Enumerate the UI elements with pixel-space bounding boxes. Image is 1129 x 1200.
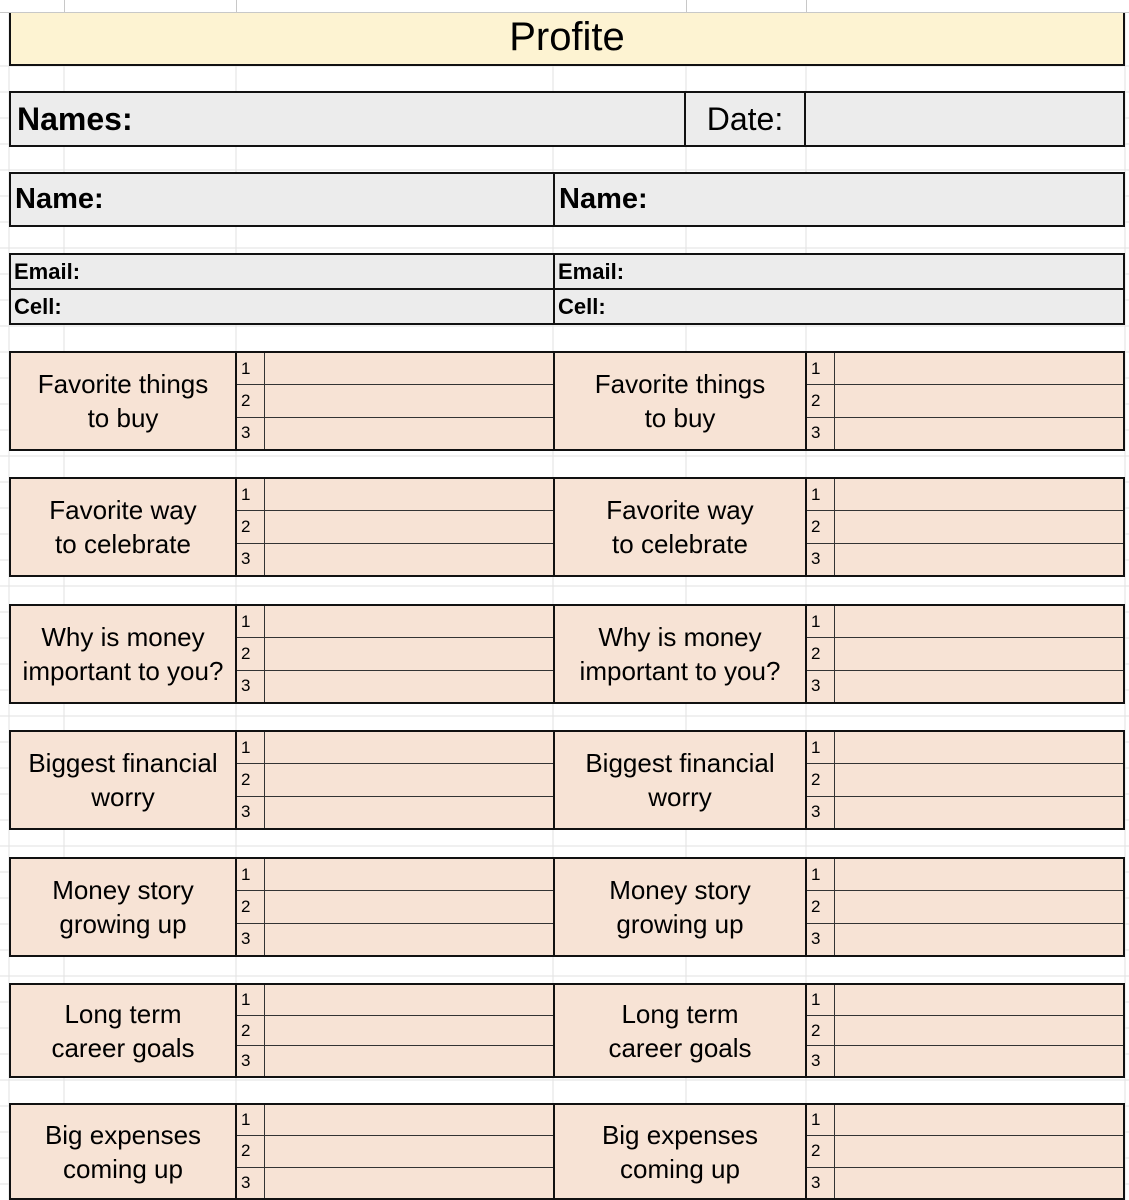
title-cell[interactable]	[9, 10, 1125, 66]
answer-row[interactable]	[807, 1105, 1123, 1136]
right-answer-block	[805, 477, 1125, 577]
answer-row[interactable]	[237, 606, 553, 638]
answer-number: 2	[807, 511, 835, 542]
left-question-cell[interactable]	[9, 604, 237, 704]
right-answer-block	[805, 730, 1125, 830]
answer-input-cell[interactable]	[265, 1136, 553, 1166]
left-cell-cell[interactable]	[9, 288, 555, 325]
right-answer-block	[805, 1103, 1125, 1200]
question-label: Favorite way to celebrate	[49, 495, 197, 559]
left-answer-block	[235, 983, 555, 1078]
right-question-cell[interactable]	[553, 857, 807, 957]
column-divider	[236, 0, 237, 12]
answer-number: 3	[807, 418, 835, 449]
answer-input-cell[interactable]	[265, 985, 553, 1015]
answer-number: 2	[807, 891, 835, 922]
answer-row[interactable]	[807, 732, 1123, 764]
answer-input-cell[interactable]	[265, 353, 553, 384]
answer-input-cell[interactable]	[265, 797, 553, 828]
left-email-label: Email:	[14, 258, 81, 284]
left-question-cell[interactable]	[9, 1103, 237, 1200]
answer-row[interactable]	[807, 1046, 1123, 1076]
answer-input-cell[interactable]	[265, 511, 553, 542]
answer-input-cell[interactable]	[835, 1046, 1123, 1076]
answer-input-cell[interactable]	[835, 1136, 1123, 1166]
answer-number: 1	[807, 606, 835, 637]
right-answer-block	[805, 351, 1125, 451]
question-label: Money story growing up	[52, 875, 194, 939]
answer-row[interactable]	[807, 859, 1123, 891]
names-label: Names:	[17, 100, 133, 137]
answer-row[interactable]	[237, 891, 553, 923]
answer-number: 2	[807, 1016, 835, 1046]
right-question-cell[interactable]	[553, 604, 807, 704]
left-answer-block	[235, 730, 555, 830]
question-label: Big expenses coming up	[601, 1119, 759, 1184]
answer-row[interactable]	[237, 797, 553, 828]
left-answer-block	[235, 857, 555, 957]
left-answer-block	[235, 604, 555, 704]
answer-input-cell[interactable]	[265, 859, 553, 890]
right-answer-block	[805, 857, 1125, 957]
column-header-strip	[0, 0, 1129, 13]
answer-row[interactable]	[237, 1046, 553, 1076]
answer-number: 1	[237, 606, 265, 637]
answer-row[interactable]	[237, 985, 553, 1016]
answer-input-cell[interactable]	[835, 385, 1123, 416]
answer-input-cell[interactable]	[835, 638, 1123, 669]
column-divider	[806, 0, 807, 12]
answer-input-cell[interactable]	[835, 985, 1123, 1015]
answer-input-cell[interactable]	[265, 544, 553, 575]
answer-row[interactable]	[807, 606, 1123, 638]
answer-number: 2	[237, 511, 265, 542]
answer-input-cell[interactable]	[265, 764, 553, 795]
answer-row[interactable]	[237, 1168, 553, 1198]
answer-input-cell[interactable]	[835, 924, 1123, 955]
right-question-cell[interactable]	[553, 351, 807, 451]
answer-input-cell[interactable]	[835, 732, 1123, 763]
answer-row[interactable]	[807, 1016, 1123, 1047]
left-question-cell[interactable]	[9, 351, 237, 451]
answer-number: 2	[237, 385, 265, 416]
answer-row[interactable]	[237, 479, 553, 511]
answer-input-cell[interactable]	[835, 1168, 1123, 1198]
answer-number: 3	[237, 671, 265, 702]
answer-number: 3	[807, 1168, 835, 1198]
answer-input-cell[interactable]	[265, 1168, 553, 1198]
names-cell[interactable]	[9, 91, 686, 147]
answer-input-cell[interactable]	[835, 1016, 1123, 1046]
answer-input-cell[interactable]	[835, 353, 1123, 384]
answer-row[interactable]	[237, 353, 553, 385]
answer-number: 3	[807, 671, 835, 702]
answer-row[interactable]	[237, 732, 553, 764]
date-input-cell[interactable]	[804, 91, 1125, 147]
question-label: Favorite things to buy	[594, 369, 766, 433]
right-cell-cell[interactable]	[553, 288, 1125, 325]
page-title: Profite	[509, 14, 625, 59]
answer-number: 1	[807, 479, 835, 510]
left-question-cell[interactable]	[9, 477, 237, 577]
answer-number: 2	[237, 764, 265, 795]
answer-input-cell[interactable]	[835, 544, 1123, 575]
answer-input-cell[interactable]	[265, 418, 553, 449]
answer-number: 2	[807, 638, 835, 669]
answer-row[interactable]	[807, 385, 1123, 417]
left-question-cell[interactable]	[9, 730, 237, 830]
answer-number: 2	[807, 764, 835, 795]
answer-number: 1	[237, 985, 265, 1015]
answer-input-cell[interactable]	[835, 671, 1123, 702]
answer-input-cell[interactable]	[265, 385, 553, 416]
answer-input-cell[interactable]	[265, 891, 553, 922]
question-label: Money story growing up	[609, 875, 751, 939]
question-label: Favorite things to buy	[37, 369, 209, 433]
answer-row[interactable]	[237, 544, 553, 575]
answer-input-cell[interactable]	[835, 859, 1123, 890]
answer-input-cell[interactable]	[265, 606, 553, 637]
answer-number: 1	[237, 1105, 265, 1135]
answer-row[interactable]	[237, 385, 553, 417]
left-answer-block	[235, 477, 555, 577]
answer-row[interactable]	[237, 418, 553, 449]
answer-row[interactable]	[807, 544, 1123, 575]
answer-number: 1	[807, 859, 835, 890]
answer-number: 2	[237, 638, 265, 669]
right-cell-label: Cell:	[558, 293, 606, 319]
answer-input-cell[interactable]	[265, 671, 553, 702]
answer-number: 1	[807, 353, 835, 384]
answer-number: 1	[237, 859, 265, 890]
answer-input-cell[interactable]	[265, 732, 553, 763]
answer-row[interactable]	[807, 891, 1123, 923]
question-label: Big expenses coming up	[44, 1119, 202, 1184]
answer-row[interactable]	[237, 924, 553, 955]
answer-row[interactable]	[237, 671, 553, 702]
question-label: Favorite way to celebrate	[606, 495, 754, 559]
answer-row[interactable]	[237, 764, 553, 796]
right-question-cell[interactable]	[553, 730, 807, 830]
question-label: Biggest financial worry	[585, 748, 775, 812]
answer-number: 3	[237, 924, 265, 955]
right-name-cell[interactable]	[553, 172, 1125, 227]
answer-row[interactable]	[237, 1105, 553, 1136]
left-cell-label: Cell:	[14, 293, 62, 319]
answer-number: 3	[807, 797, 835, 828]
answer-input-cell[interactable]	[265, 479, 553, 510]
answer-input-cell[interactable]	[265, 1016, 553, 1046]
answer-number: 1	[807, 732, 835, 763]
column-divider	[686, 0, 687, 12]
answer-input-cell[interactable]	[835, 479, 1123, 510]
answer-input-cell[interactable]	[835, 797, 1123, 828]
answer-row[interactable]	[807, 797, 1123, 828]
answer-number: 3	[237, 797, 265, 828]
answer-input-cell[interactable]	[265, 924, 553, 955]
answer-row[interactable]	[807, 511, 1123, 543]
answer-input-cell[interactable]	[265, 1105, 553, 1135]
answer-row[interactable]	[807, 924, 1123, 955]
answer-input-cell[interactable]	[835, 606, 1123, 637]
right-question-cell[interactable]	[553, 1103, 807, 1200]
answer-row[interactable]	[237, 511, 553, 543]
right-answer-block	[805, 604, 1125, 704]
left-name-label: Name:	[15, 183, 104, 215]
answer-row[interactable]	[807, 418, 1123, 449]
answer-input-cell[interactable]	[835, 764, 1123, 795]
right-email-cell[interactable]	[553, 253, 1125, 290]
answer-row[interactable]	[807, 1168, 1123, 1198]
question-label: Biggest financial worry	[28, 748, 218, 812]
answer-number: 1	[807, 1105, 835, 1135]
right-question-cell[interactable]	[553, 477, 807, 577]
answer-number: 1	[807, 985, 835, 1015]
answer-input-cell[interactable]	[835, 891, 1123, 922]
answer-number: 2	[807, 1136, 835, 1166]
answer-input-cell[interactable]	[265, 638, 553, 669]
answer-input-cell[interactable]	[835, 511, 1123, 542]
answer-number: 3	[237, 1046, 265, 1076]
date-label-cell[interactable]	[684, 91, 806, 147]
answer-input-cell[interactable]	[835, 418, 1123, 449]
answer-number: 3	[237, 418, 265, 449]
answer-row[interactable]	[237, 638, 553, 670]
answer-number: 2	[237, 1016, 265, 1046]
answer-row[interactable]	[807, 671, 1123, 702]
question-label: Why is money important to you?	[579, 622, 781, 686]
answer-number: 2	[807, 385, 835, 416]
question-label: Long term career goals	[608, 998, 752, 1063]
right-question-cell[interactable]	[553, 983, 807, 1078]
left-question-cell[interactable]	[9, 983, 237, 1078]
left-name-cell[interactable]	[9, 172, 555, 227]
answer-row[interactable]	[237, 1016, 553, 1047]
answer-number: 3	[807, 544, 835, 575]
left-answer-block	[235, 1103, 555, 1200]
answer-row[interactable]	[807, 638, 1123, 670]
answer-number: 1	[237, 353, 265, 384]
answer-number: 2	[237, 1136, 265, 1166]
question-label: Long term career goals	[51, 998, 195, 1063]
answer-row[interactable]	[807, 479, 1123, 511]
right-answer-block	[805, 983, 1125, 1078]
answer-number: 3	[237, 544, 265, 575]
answer-row[interactable]	[807, 764, 1123, 796]
right-name-label: Name:	[559, 183, 648, 215]
answer-input-cell[interactable]	[265, 1046, 553, 1076]
answer-input-cell[interactable]	[835, 1105, 1123, 1135]
left-email-cell[interactable]	[9, 253, 555, 290]
answer-row[interactable]	[237, 1136, 553, 1167]
answer-number: 3	[807, 1046, 835, 1076]
answer-number: 3	[807, 924, 835, 955]
answer-number: 2	[237, 891, 265, 922]
answer-row[interactable]	[237, 859, 553, 891]
left-question-cell[interactable]	[9, 857, 237, 957]
answer-number: 3	[237, 1168, 265, 1198]
date-label: Date:	[706, 100, 784, 137]
answer-number: 1	[237, 479, 265, 510]
column-divider	[64, 0, 65, 12]
answer-row[interactable]	[807, 353, 1123, 385]
answer-row[interactable]	[807, 1136, 1123, 1167]
answer-number: 1	[237, 732, 265, 763]
left-answer-block	[235, 351, 555, 451]
answer-row[interactable]	[807, 985, 1123, 1016]
right-email-label: Email:	[558, 258, 625, 284]
question-label: Why is money important to you?	[22, 622, 224, 686]
